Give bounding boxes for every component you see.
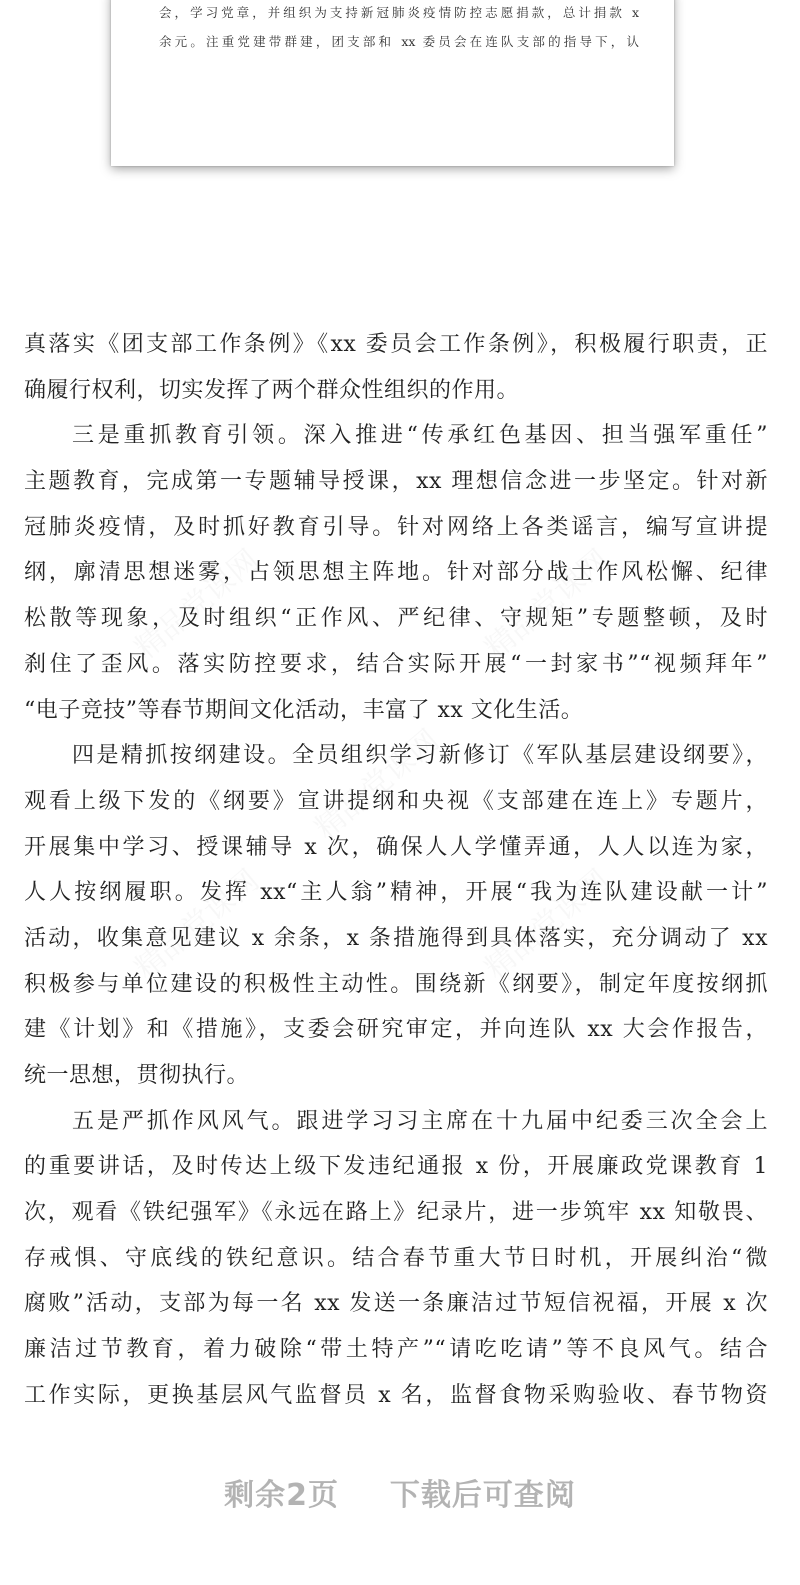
text-line: 统一思想，贯彻执行。 [24,1063,250,1088]
text-line: 工作实际，更换基层风气监督员 x 名，监督食物采购验收、春节物资 [24,1382,768,1408]
text-line: 腐败”活动，支部为每一名 xx 发送一条廉洁过节短信祝福，开展 x 次 [24,1291,768,1317]
watermark: 精品党课网 [478,543,616,667]
watermark: 精品党课网 [128,543,266,667]
text-line: 存戒惧、守底线的铁纪意识。结合春节重大节日时机，开展纠治“微 [24,1245,768,1271]
text-line: 松散等现象，及时组织“正作风、严纪律、守规矩”专题整顿，及时 [24,606,768,632]
text-line: 观看上级下发的《纲要》宣讲提纲和央视《支部建在连上》专题片， [24,788,768,814]
text-line: 确履行权利，切实发挥了两个群众性组织的作用。 [24,377,520,403]
text-line: 刹住了歪风。落实防控要求，结合实际开展“一封家书”“视频拜年” [24,651,768,677]
watermark: 精品党课网 [478,863,616,987]
text-line: 活动，收集意见建议 x 余条，x 条措施得到具体落实，充分调动了 xx [24,925,768,951]
card-text-line: 会，学习党章，并组织为支持新冠肺炎疫情防控志愿捐款，总计捐款 x [159,5,639,20]
text-line: 开展集中学习、授课辅导 x 次，确保人人学懂弄通，人人以连为家， [24,834,768,860]
paragraph-start-line: 五是严抓作风风气。跟进学习习主席在十九届中纪委三次全会上 [72,1108,768,1134]
text-line: “电子竞技”等春节期间文化活动，丰富了 xx 文化生活。 [24,697,584,723]
watermark: 精品党课网 [308,723,446,847]
download-hint-text: 下载后可查阅 [389,1478,576,1513]
text-line: 人人按纲履职。发挥 xx“主人翁”精神，开展“我为连队建设献一计” [24,880,768,906]
document-body [24,322,768,1419]
text-line: 积极参与单位建设的积极性主动性。围绕新《纲要》，制定年度按纲抓 [24,971,768,997]
watermark: 精品党课网 [128,863,266,987]
text-line: 次，观看《铁纪强军》《永远在路上》纪录片，进一步筑牢 xx 知敬畏、 [24,1200,768,1226]
text-line: 的重要讲话，及时传达上级下发违纪通报 x 份，开展廉政党课教育 1 [24,1154,768,1180]
text-line: 建《计划》和《措施》，支委会研究审定，并向连队 xx 大会作报告， [24,1017,768,1043]
card-text-line: 余元。注重党建带群建，团支部和 xx 委员会在连队支部的指导下，认 [159,34,639,49]
paragraph-start-line: 三是重抓教育引领。深入推进“传承红色基因、担当强军重任” [72,423,768,449]
text-line: 主题教育，完成第一专题辅导授课，xx 理想信念进一步坚定。针对新 [24,469,768,495]
remaining-pages-text: 剩余2页 [224,1478,339,1513]
text-line: 冠肺炎疫情，及时抓好教育引导。针对网络上各类谣言，编写宣讲提 [24,514,768,540]
paragraph-start-line: 四是精抓按纲建设。全员组织学习新修订《军队基层建设纲要》， [72,743,768,769]
download-to-read-more-banner[interactable] [0,1470,800,1514]
text-line: 廉洁过节教育，着力破除“带土特产”“请吃吃请”等不良风气。结合 [24,1337,768,1363]
previous-page-card [111,0,674,166]
text-line: 纲，廓清思想迷雾，占领思想主阵地。针对部分战士作风松懈、纪律 [24,560,768,586]
text-line: 真落实《团支部工作条例》《xx 委员会工作条例》，积极履行职责，正 [24,332,768,357]
